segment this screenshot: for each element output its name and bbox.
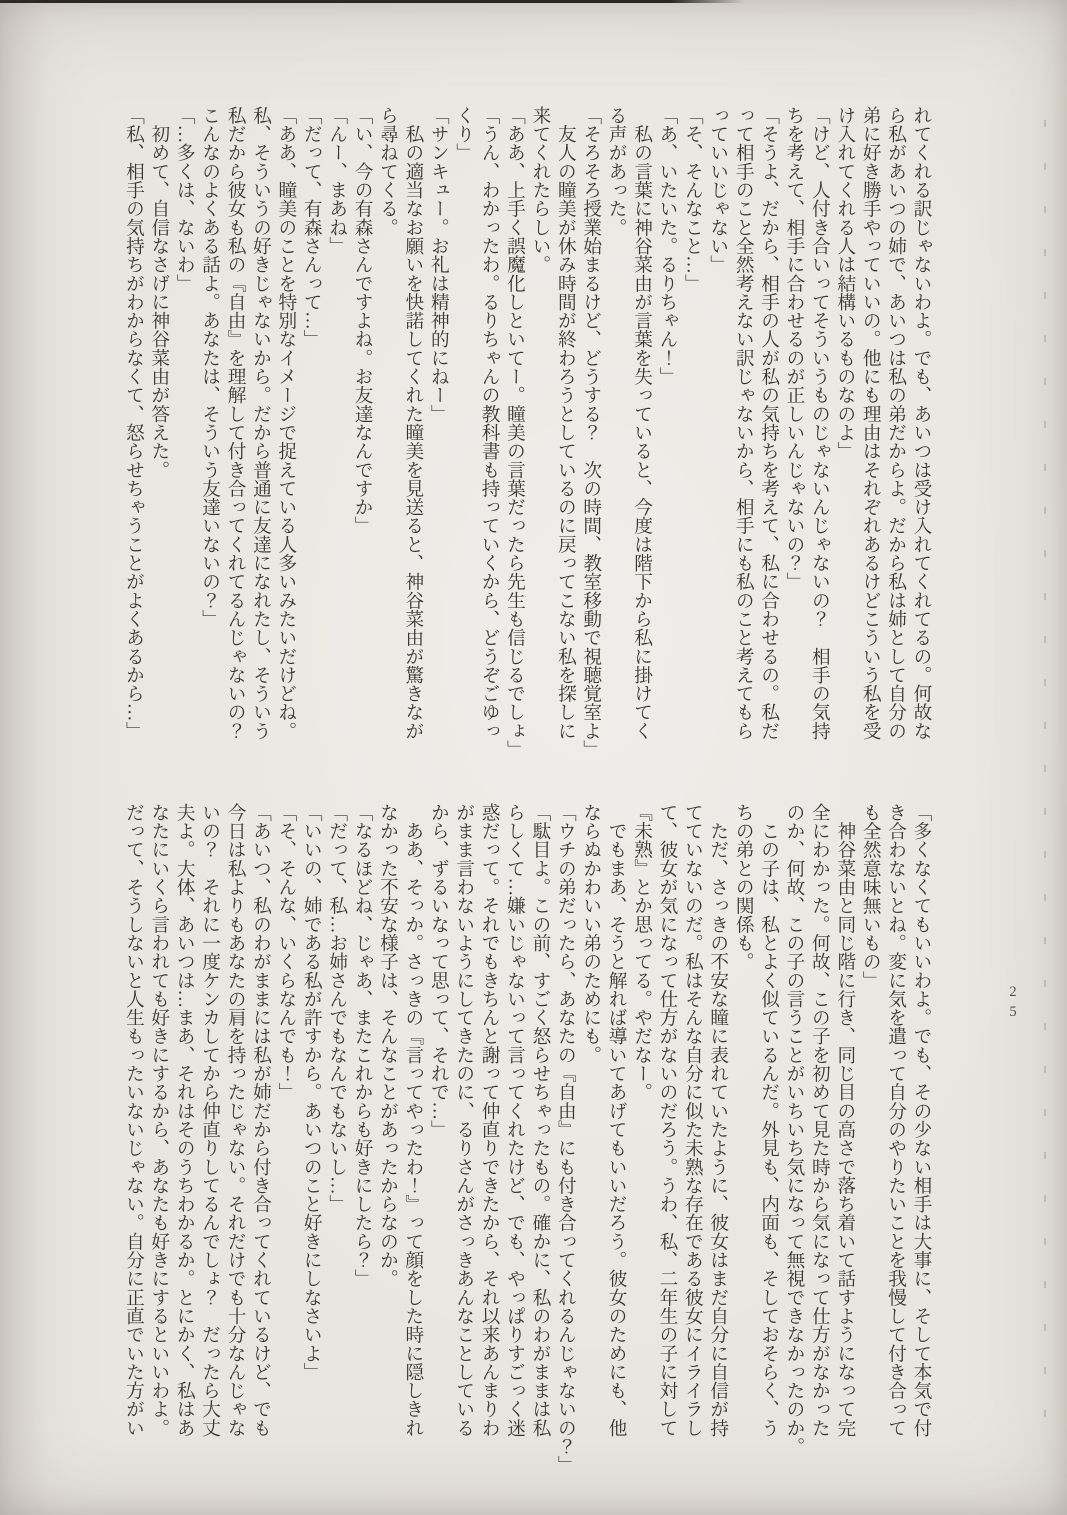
text-line: る声があった。 bbox=[606, 106, 628, 237]
text-line: ちを考えて、相手に合わせるのが正しいんじゃないの？」 bbox=[783, 106, 805, 591]
text-line: この子は、私とよく似ているんだ。外見も、内面も、そしておそらく、う bbox=[758, 803, 780, 1438]
text-line: ら私があいつの姉で、あいつは私の弟だからよ。だから私は姉として自分の bbox=[885, 106, 907, 741]
page-number: 25 bbox=[1005, 984, 1021, 1024]
text-line: 「そ、そんなこと…」 bbox=[682, 106, 704, 293]
text-line: こんなのよくある話よ。あなたは、そういう友達いないの？」 bbox=[199, 106, 221, 629]
text-line: ちの弟との関係も。 bbox=[733, 803, 755, 971]
text-line: 全にわかった。何故、この子を初めて見た時から気になって仕方がなかった bbox=[809, 803, 831, 1438]
text-line: 「い、今の有森さんですよね。お友達なんですか」 bbox=[352, 106, 374, 535]
scan-edge-artifact bbox=[0, 0, 745, 3]
text-line: 「いいの、姉である私が許すから。あいつのこと好きにしなさいよ」 bbox=[301, 803, 323, 1382]
text-line: 「多くなくてもいいわよ。でも、その少ない相手は大事に、そして本気で付 bbox=[911, 803, 932, 1438]
text-line: なかった不安な様子は、そんなことがあったからなのか。 bbox=[377, 803, 399, 1288]
text-line: ああ、そっか。さっきの『言ってやったわ！』って顔をした時に隠しきれ bbox=[402, 803, 424, 1438]
text-line: 「うん、わかったわ。るりちゃんの教科書も持っていくから、どうぞごゆっ bbox=[479, 106, 501, 741]
scan-crease-artifact bbox=[1044, 84, 1046, 1440]
text-section-bottom bbox=[121, 803, 934, 1475]
text-line: 「サンキュー。お礼は精神的にねー」 bbox=[428, 106, 450, 424]
text-line: 『未熟』とか思ってる。やだなー。 bbox=[631, 803, 653, 1102]
text-line: ただ、さっきの不安な瞳に表れていたように、彼女はまだ自分に自信が持 bbox=[707, 803, 729, 1438]
text-line: 「なるほどね、じゃあ、またこれからも好きにしたら？」 bbox=[352, 803, 374, 1288]
text-line: 「ああ、瞳美のことを特別なイメージで捉えている人多いみたいだけどね。 bbox=[275, 106, 297, 741]
text-line: 来てくれたらしい。 bbox=[529, 106, 551, 274]
text-line: から、ずるいなって思って、それで…」 bbox=[428, 803, 450, 1139]
text-line: ら尋ねてくる。 bbox=[377, 106, 399, 237]
text-line: 「だって、有森さんって…」 bbox=[301, 106, 323, 349]
text-line: 弟に好き勝手やっていいの。他にも理由はそれぞれあるけどこういう私を受 bbox=[860, 106, 882, 741]
text-line: 私の言葉に神谷菜由が言葉を失っていると、今度は階下から私に掛けてく bbox=[631, 106, 653, 741]
text-line: がまま言わないようにしてきたのに、るりさんがさっきあんなことしている bbox=[453, 803, 475, 1438]
text-line: 「そ、そんな、いくらなんでも！」 bbox=[275, 803, 297, 1102]
text-line: 初めて、自信なさげに神谷菜由が答えた。 bbox=[148, 106, 170, 479]
text-line: 「ああ、上手く誤魔化しといてー。瞳美の言葉だったら先生も信じるでしょ」 bbox=[504, 106, 526, 759]
text-line: き合わないとね。変に気を遣って自分のやりたいことを我慢して付き合って bbox=[885, 803, 907, 1438]
text-section-top bbox=[121, 106, 934, 759]
text-line: 夫よ。大体、あいつは…まあ、それはそのうちわかるか。とにかく、私はあ bbox=[174, 803, 196, 1438]
text-line: 「私、相手の気持ちがわからなくて、怒らせちゃうことがよくあるから…」 bbox=[123, 106, 145, 741]
text-line: なたにいくら言われても好きにするから、あなたも好きにするといいわよ。 bbox=[148, 803, 170, 1438]
text-line: け入れてくれる人は結構いるものなのよ」 bbox=[834, 106, 856, 461]
text-line: ならぬかわいい弟のためにも。 bbox=[580, 803, 602, 1065]
text-line: 「だって、私…お姉さんでもなんでもないし…」 bbox=[326, 803, 348, 1214]
text-line: でもまあ、そうと解れば導いてあげてもいいだろう。彼女のためにも、他 bbox=[606, 803, 628, 1438]
text-line: いの？ それに一度ケンカしてから仲直りしてるんでしょ？ だったら大丈 bbox=[199, 803, 221, 1438]
text-line: らしくて…嫌いじゃないって言ってくれたけど、でも、やっぱりすごっく迷 bbox=[504, 803, 526, 1438]
text-line: 神谷菜由と同じ階に行き、同じ目の高さで落ち着いて話すようになって完 bbox=[834, 803, 856, 1438]
text-line: 「そろそろ授業始まるけど、どうする？ 次の時間、教室移動で視聴覚室よ」 bbox=[580, 106, 602, 759]
text-line: 「そうよ、だから、相手の人が私の気持ちを考えて、私に合わせるの。私だ bbox=[758, 106, 780, 741]
text-line: 「んー、まあね」 bbox=[326, 106, 348, 256]
text-line: だって、そうしないと人生もったいないじゃない。自分に正直でいた方がい bbox=[123, 803, 145, 1438]
text-line: 「けど、人付き合いってそういうものじゃないんじゃないの？ 相手の気持 bbox=[809, 106, 831, 741]
text-line: くり」 bbox=[453, 106, 475, 162]
text-line: 惑だって。それでもきちんと謝って仲直りできたから、それ以来あんまりわ bbox=[479, 803, 501, 1438]
text-line: 今日は私よりもあなたの肩を持ったじゃない。それだけでも十分なんじゃな bbox=[225, 803, 247, 1438]
text-line: 「駄目よ。この前、すごく怒らせちゃったもの。確かに、私のわがままは私 bbox=[529, 803, 551, 1438]
text-line: て、彼女が気になって仕方がないのだろう。うわ、私、二年生の子に対して bbox=[656, 803, 678, 1438]
text-line: れてくれる訳じゃないわよ。でも、あいつは受け入れてくれてるの。何故な bbox=[911, 106, 932, 741]
text-line: って相手のこと全然考えない訳じゃないから、相手にも私のこと考えてもら bbox=[733, 106, 755, 741]
text-line: 「あ、いたいた。るりちゃん！」 bbox=[656, 106, 678, 386]
text-line: も全然意味無いもの」 bbox=[860, 803, 882, 990]
text-line: 私、そういうの好きじゃないから。だから普通に友達になれたし、そういう bbox=[250, 106, 272, 741]
text-line: 私の適当なお願いを快諾してくれた瞳美を見送ると、神谷菜由が驚きなが bbox=[402, 106, 424, 741]
text-line: 私だから彼女も私の『自由』を理解して付き合ってくれてるんじゃないの？ bbox=[225, 106, 247, 741]
text-line: のか、何故、この子の言うことがいちいち気になって無視できなかったのか。 bbox=[783, 803, 805, 1456]
text-line: 「あいつ、私のわがままには私が姉だから付き合ってくれているけど、でも bbox=[250, 803, 272, 1438]
text-line: 「ウチの弟だったら、あなたの『自由』にも付き合ってくれるんじゃないの？」 bbox=[555, 803, 577, 1475]
text-line: てていないのだ。私はそんな自分に似た未熟な存在である彼女にイライラし bbox=[682, 803, 704, 1438]
text-line: 「…多くは、ないわ」 bbox=[174, 106, 196, 293]
text-line: 友人の瞳美が休み時間が終わろうとしているのに戻ってこない私を探しに bbox=[555, 106, 577, 741]
text-line: っていいじゃない」 bbox=[707, 106, 729, 274]
